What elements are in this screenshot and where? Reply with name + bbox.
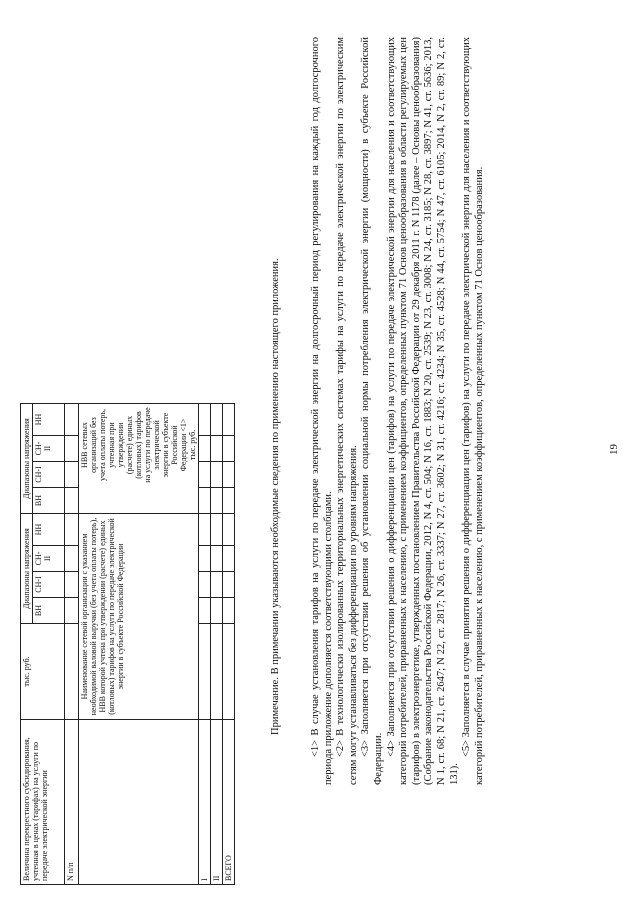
level-sn2: СН-II xyxy=(33,546,65,572)
description-nvv xyxy=(79,404,199,514)
header-range-2: Диапазоны напряжения xyxy=(21,404,33,514)
footnote-5: <5> Заполняется в случае принятия решения о дифференциации цен (тарифов) на услуги по передаче электрической энергии для населения и соответствующих категорий потребителей, приравненных к населению, с применением коэффициентов, определенных пунктом 71 Основ ценообразования. xyxy=(461,37,485,785)
level-nn: НН xyxy=(33,404,65,436)
level-vn: ВН xyxy=(33,598,65,624)
row-number-header: N п/п xyxy=(65,720,79,885)
page-number: 19 xyxy=(608,444,620,455)
row-label-i: I xyxy=(199,720,211,885)
subsidy-table xyxy=(20,403,235,885)
footnote-1: <1> В случае установления тарифов на услуги по передаче электрической энергии на долгосрочный период регулирования на каждый год долгосрочного периода приложение дополняется соответствующими столбцами. xyxy=(310,37,334,785)
footnote-3: <3> Заполняется при отсутствии решения об установлении социальной нормы потребления электрической энергии (мощности) в субъекте Российской Федерации. xyxy=(360,37,384,785)
level-sn1: СН-I xyxy=(33,572,65,598)
header-subsidy: Величина перекрестного субсидирования, учтенная в ценах (тарифах) на услуги по передаче электрической энергии xyxy=(21,720,65,885)
footnote-4: <4> Заполняется при отсутствии решения о дифференциации цен (тарифов) на услуги по передаче электрической энергии для населения и соответствующих категорий потребителей, приравненных к населению, с применением коэффициентов, определенных пунктом 71 Основ ценообразования в области регулируемых цен (тарифов) в электроэнергетике, утвержденных постановлением Правительства Российской Федерации от 29 декабря 2011 г. N 1178 (далее – Основы ценообразования) (Собрание законодательства Российской Федерации, 2012, N 4, ст. 504; N 16, ст. 1883; N 20, ст. 2539; N 23, ст. 3008; N 24, ст. 3185; N 28, ст. 3897; N 41, ст. 5636; 2013, N 1, ст. 68; N 21, ст. 2647; N 22, ст. 2817; N 26, ст. 3337; N 27, ст. 3602; N 31, ст. 4216; ст. 4234; N 35, ст. 4528; N 44, ст. 5754; N 47, ст. 6105; 2014, N 2, ст. 89; N 2, ст. 131). xyxy=(385,37,460,785)
row-label-total: ВСЕГО xyxy=(223,720,235,885)
level-sn2: СН-II xyxy=(33,436,65,462)
row-label-ii: II xyxy=(211,720,223,885)
header-unit: тыс. руб. xyxy=(21,624,65,720)
footnote-2: <2> В технологически изолированных территориальных энергетических системах тарифы на услуги по передаче электрической энергии по электрическим сетям могут устанавливаться без дифференциации по уровням напряжения. xyxy=(335,37,359,785)
level-nn: НН xyxy=(33,514,65,546)
level-vn: ВН xyxy=(33,488,65,514)
description-main: Наименование сетевой организации с указанием необходимой валовой выручки (без учета оплаты потерь), НВВ которой учтена при утверждении (расчете) единых (котловых) тарифов на услуги по передаче электрической энергии в субъекте Российской Федерации xyxy=(79,514,199,720)
description-nvv-text: НВВ сетевых организаций без учета оплаты потерь, учтенная при утверждении (расчете) единых (котловых) тарифов на услуги по передаче электрической энергии в субъекте Российской Федерации <1> xyxy=(80,407,188,483)
level-sn1: СН-I xyxy=(33,462,65,488)
description-nvv-unit: тыс. руб. xyxy=(188,429,197,461)
rotated-page xyxy=(20,25,620,885)
footnotes xyxy=(310,37,486,785)
header-range-1: Диапазоны напряжения xyxy=(21,514,33,624)
note-text: Примечание. В примечании указываются необходимые сведения по применению настоящего приложения. xyxy=(270,258,281,735)
